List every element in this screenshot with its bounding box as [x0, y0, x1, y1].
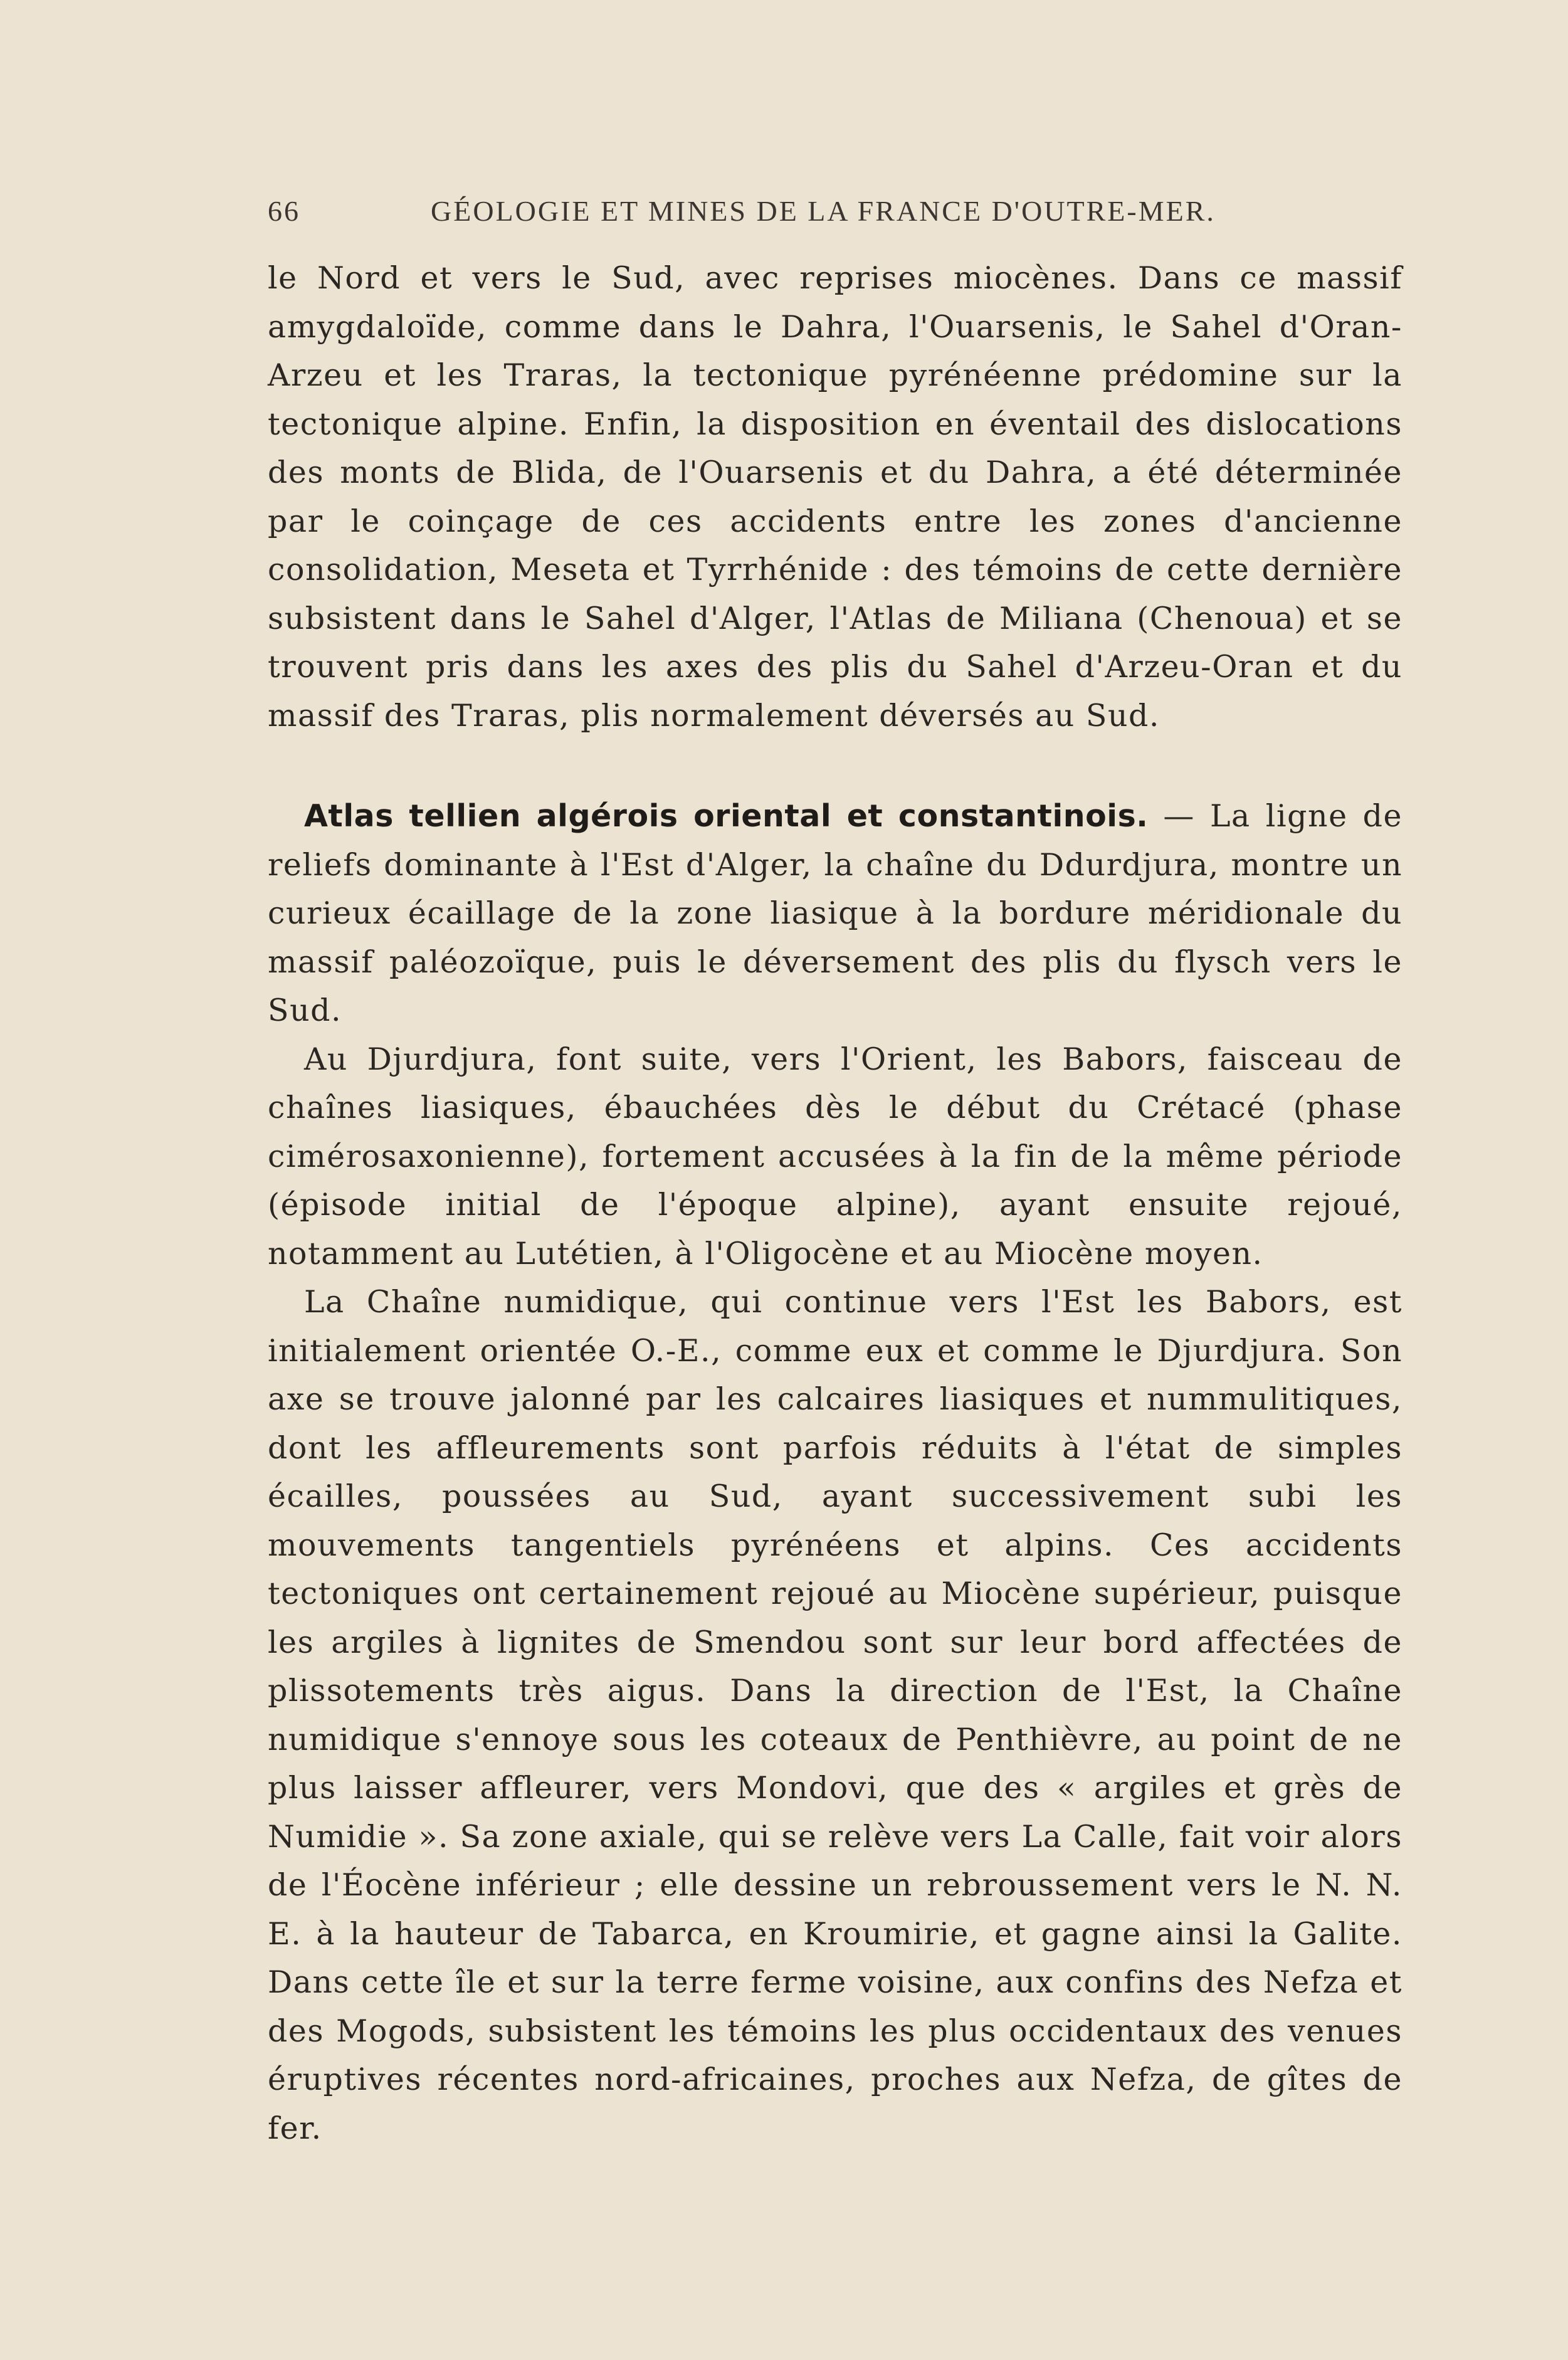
body-text [268, 254, 1402, 2152]
paragraph-continuation: le Nord et vers le Sud, avec reprises miocènes. Dans ce massif amygdaloïde, comme dans le Dahra, l'Ouarsenis, le Sahel d'Oran-Arzeu et les Traras, la tectonique pyrénéenne prédomine sur la tectonique alpine. Enfin, la disposition en éventail des dislocations des monts de Blida, de l'Ouarsenis et du Dahra, a été déterminée par le coinçage de ces accidents entre les zones d'ancienne consolidation, Meseta et Tyrrhénide : des témoins de cette dernière subsistent dans le Sahel d'Alger, l'Atlas de Miliana (Chenoua) et se trouvent pris dans les axes des plis du Sahel d'Arzeu-Oran et du massif des Traras, plis normalement déversés au Sud. [268, 260, 1402, 734]
paragraph-chaine-numidique: La Chaîne numidique, qui continue vers l'Est les Babors, est initialement orientée O.-E., comme eux et comme le Djurdjura. Son axe se trouve jalonné par les calcaires liasiques et nummulitiques, dont les affleurements sont parfois réduits à l'état de simples écailles, poussées au Sud, ayant successivement subi les mouvements tangentiels pyrénéens et alpins. Ces accidents tectoniques ont certainement rejoué au Miocène supérieur, puisque les argiles à lignites de Smendou sont sur leur bord affectées de plissotements très aigus. Dans la direction de l'Est, la Chaîne numidique s'ennoye sous les coteaux de Penthièvre, au point de ne plus laisser affleurer, vers Mondovi, que des « argiles et grès de Numidie ». Sa zone axiale, qui se relève vers La Calle, fait voir alors de l'Éocène inférieur ; elle dessine un rebroussement vers le N. N. E. à la hauteur de Tabarca, en Kroumirie, et gagne ainsi la Galite. Dans cette île et sur la terre ferme voisine, aux confins des Nefza et des Mogods, subsistent les témoins les plus occidentaux des venues éruptives récentes nord-africaines, proches aux Nefza, de gîtes de fer. [268, 1284, 1402, 2146]
section-text: — La ligne de reliefs dominante à l'Est d'Alger, la chaîne du Ddurdjura, montre un curieux écaillage de la zone liasique à la bordure méridionale du massif paléozoïque, puis le déversement des plis du flysch vers le Sud. [268, 798, 1402, 1028]
page-number: 66 [268, 195, 300, 227]
running-title: GÉOLOGIE ET MINES DE LA FRANCE D'OUTRE-MER. [431, 195, 1216, 227]
running-header [268, 194, 1402, 232]
section-title: Atlas tellien algérois oriental et constantinois. [304, 798, 1149, 834]
paragraph-djurdjura: Au Djurdjura, font suite, vers l'Orient, les Babors, faisceau de chaînes liasiques, ébauchées dès le début du Crétacé (phase cimérosaxonienne), fortement accusées à la fin de la même période (épisode initial de l'époque alpine), ayant ensuite rejoué, notamment au Lutétien, à l'Oligocène et au Miocène moyen. [268, 1041, 1402, 1272]
paragraph-section-atlas [268, 792, 1402, 1035]
